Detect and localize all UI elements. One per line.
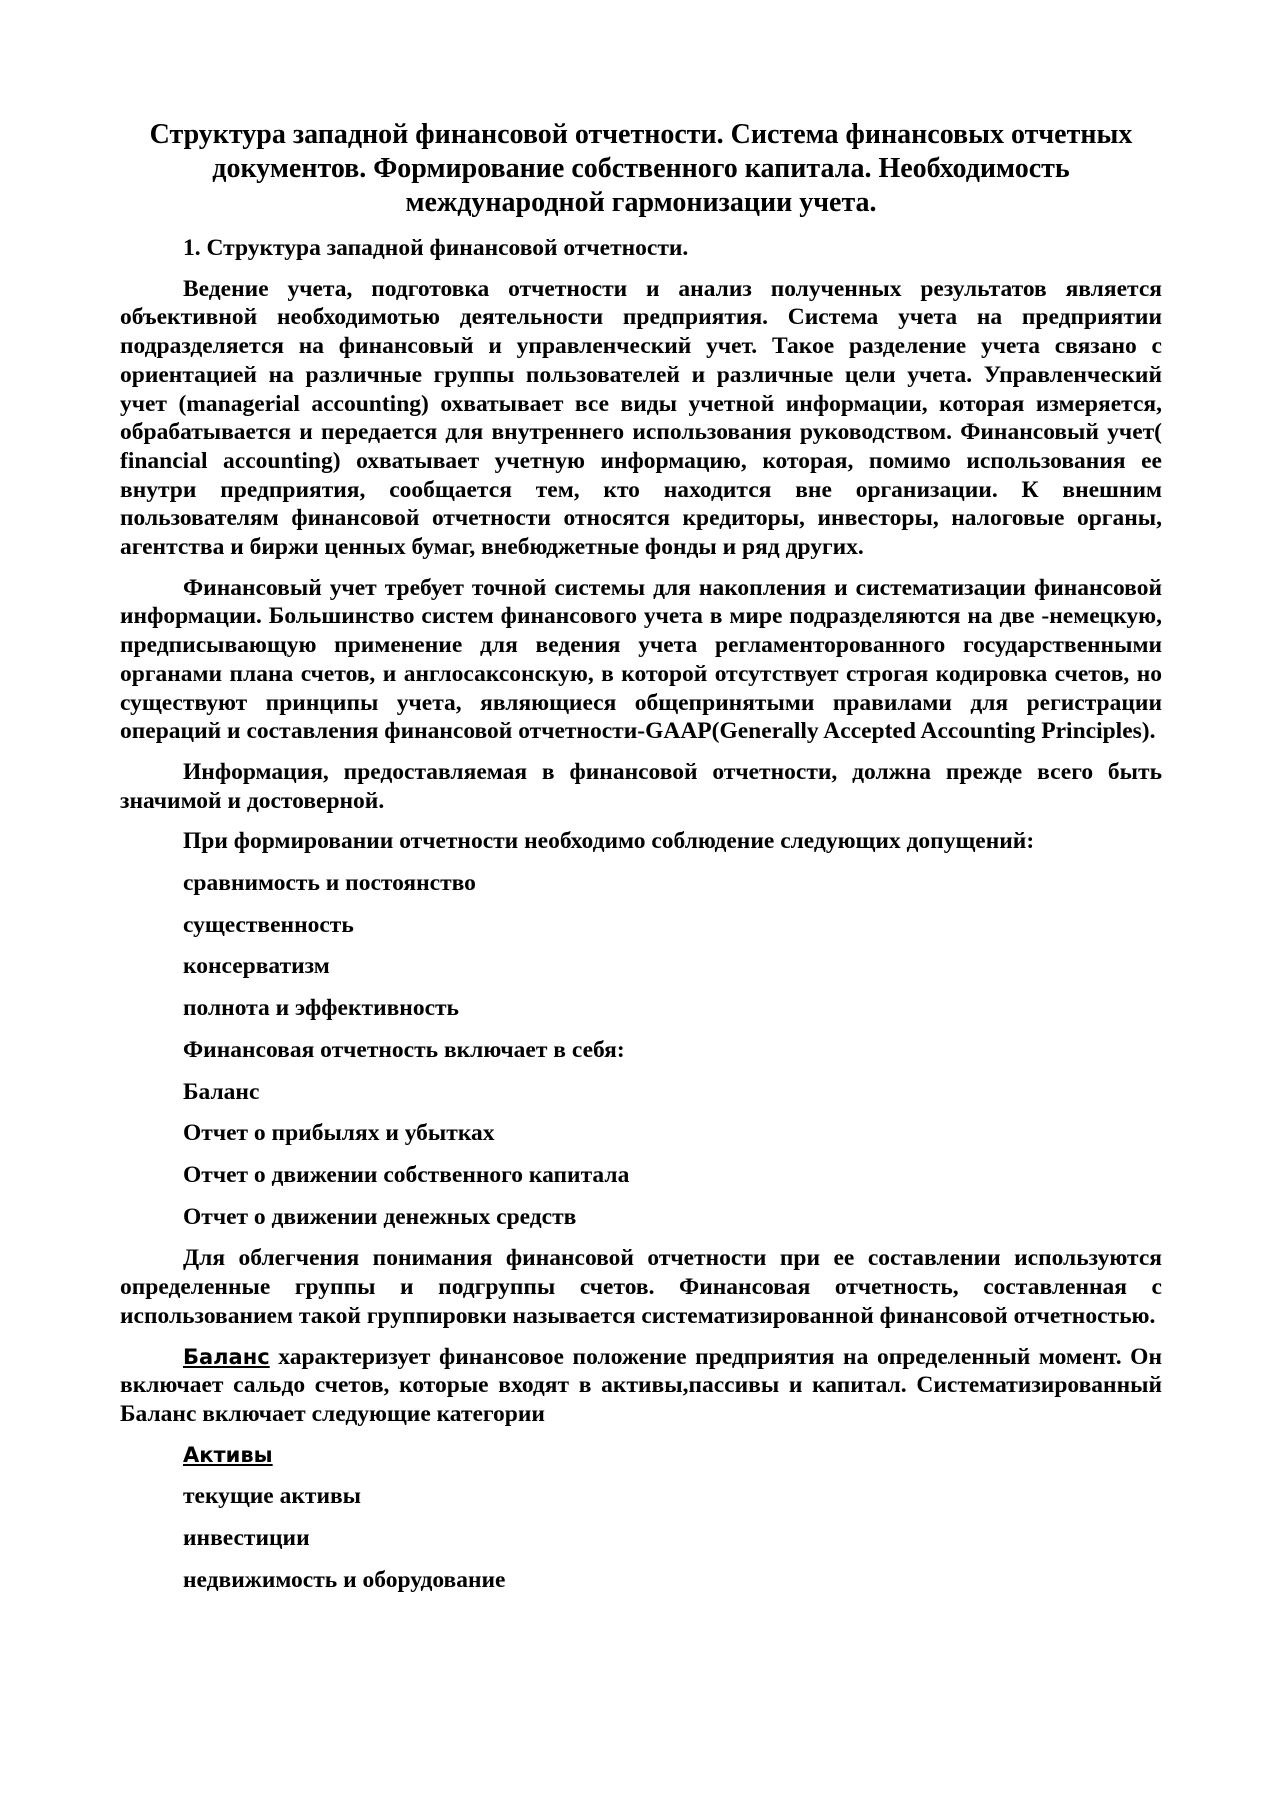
section-heading: 1. Структура западной финансовой отчетности. bbox=[183, 235, 689, 261]
list-item-asset: недвижимость и оборудование bbox=[183, 1566, 506, 1593]
assets-link[interactable]: Активы bbox=[183, 1442, 273, 1467]
list-item-assumption: существенность bbox=[183, 911, 354, 938]
list-item-statement: Отчет о движении собственного капитала bbox=[183, 1161, 630, 1188]
list-item-statement: Отчет о движении денежных средств bbox=[183, 1203, 577, 1230]
paragraph-financial-accounting: Финансовый учет требует точной системы для накопления и систематизации финансовой информации. Большинство систем финансового учета в мире подразделяются на две -немецкую, предписывающую применение для ведения учета регламенторованного государственными органами плана счетов, и англосаксонскую, в которой отсутствует строгая кодировка счетов, но существуют принципы учета, являющиеся общепринятыми правилами для регистрации операций и составления финансовой отчетности-GAAP(Generally Accepted Accounting Principles). bbox=[120, 574, 1162, 745]
assumptions-intro: При формировании отчетности необходимо соблюдение следующих допущений: bbox=[183, 828, 1035, 855]
document-title: Структура западной финансовой отчетности. Система финансовых отчетных документов. Формирование собственного капитала. Необходимость международной гармонизации учета. bbox=[149, 119, 1133, 218]
document-page bbox=[120, 118, 1162, 1607]
list-item-asset: текущие активы bbox=[183, 1483, 362, 1510]
balance-link[interactable]: Баланс bbox=[183, 1344, 270, 1369]
paragraph-systematized-reporting: Для облегчения понимания финансовой отчетности при ее составлении используются определенные группы и подгруппы счетов. Финансовая отчетность, составленная с использованием такой группировки называется систематизированной финансовой отчетностью. bbox=[120, 1245, 1162, 1329]
paragraph-balance bbox=[120, 1343, 1162, 1429]
assets-heading bbox=[120, 1441, 1162, 1470]
list-item-statement: Отчет о прибылях и убытках bbox=[183, 1120, 495, 1147]
statements-intro: Финансовая отчетность включает в себя: bbox=[183, 1036, 625, 1063]
balance-description: характеризует финансовое положение предприятия на определенный момент. Он включает сальдо счетов, которые входят в активы,пассивы и капитал. Систематизированный Баланс включает следующие категории bbox=[120, 1343, 1162, 1427]
list-item-assumption: консерватизм bbox=[183, 953, 330, 980]
paragraph-information-quality: Информация, предоставляемая в финансовой отчетности, должна прежде всего быть значимой и достоверной. bbox=[120, 758, 1162, 814]
list-item-statement: Баланс bbox=[183, 1078, 260, 1105]
list-item-assumption: сравнимость и постоянство bbox=[183, 870, 476, 897]
list-item-asset: инвестиции bbox=[183, 1525, 310, 1552]
list-item-assumption: полнота и эффективность bbox=[183, 995, 459, 1022]
paragraph-accounting-systems: Ведение учета, подготовка отчетности и анализ полученных результатов является объективной необходимотью деятельности предприятия. Система учета на предприятии подразделяется на финансовый и управленческий учет. Такое разделение учета связано с ориентацией на различные группы пользователей и различные цели учета. Управленческий учет (managerial accounting) охватывает все виды учетной информации, которая измеряется, обрабатывается и передается для внутреннего использования руководством. Финансовый учет( financial accounting) охватывает учетную информацию, которая, помимо использования ее внутри предприятия, сообщается тем, кто находится вне организации. К внешним пользователям финансовой отчетности относятся кредиторы, инвесторы, налоговые органы, агентства и биржи ценных бумаг, внебюджетные фонды и ряд других. bbox=[120, 275, 1162, 561]
